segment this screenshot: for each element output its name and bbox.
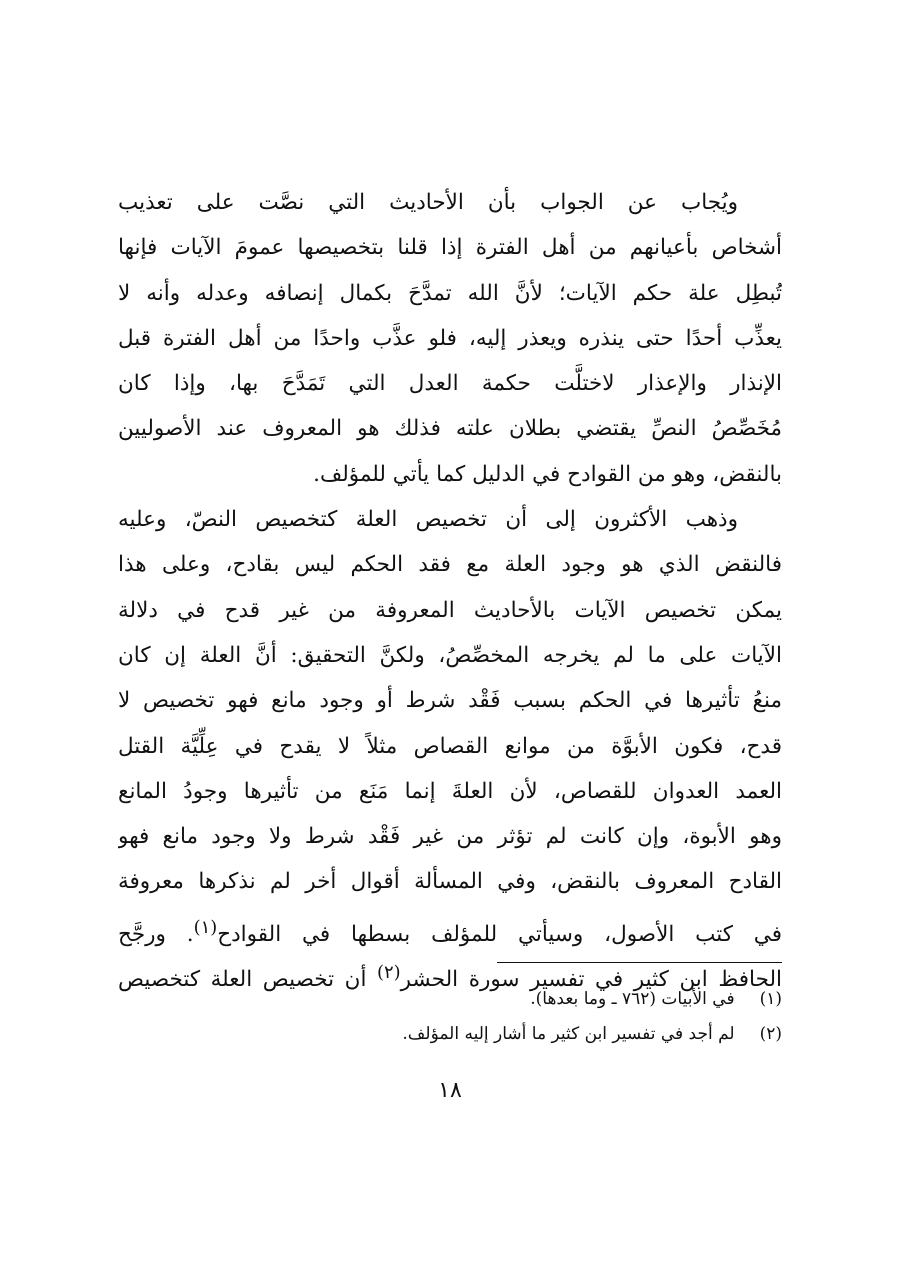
text-line-14: العمد العدوان للقصاص، لأن العلةَ إنما مَنَع من تأثيرها وجودُ المانع [118, 778, 782, 804]
text-line-15: وهو الأبوة، وإن كانت لم تؤثر من غير فَقْد شرط ولا وجود مانع فهو [118, 824, 782, 850]
text-line-7: بالنقض، وهو من القوادح في الدليل كما يأتي للمؤلف. [313, 461, 782, 487]
footnote-ref-2[interactable]: (٢) [377, 962, 401, 984]
footnote-1-text: في الأبيات (٧٦٢ ـ وما بعدها). [530, 989, 735, 1009]
footnote-2-text: لم أجد في تفسير ابن كثير ما أشار إليه المؤلف. [402, 1024, 735, 1044]
footnote-2-number: (٢) [759, 1024, 782, 1044]
text-line-11: الآيات على ما لم يخرجه المخصِّصُ، ولكنَّ التحقيق: أنَّ العلة إن كان [118, 642, 782, 668]
text-line-8: وذهب الأكثرون إلى أن تخصيص العلة كتخصيص النصّ، وعليه [118, 507, 738, 533]
text-line-3: تُبطِل علة حكم الآيات؛ لأنَّ الله تمدَّحَ بكمال إنصافه وعدله وأنه لا [118, 280, 782, 306]
text-line-6: مُخَصِّصُ النصِّ يقتضي بطلان علته فذلك هو المعروف عند الأصوليين [118, 416, 782, 442]
main-text [118, 180, 782, 995]
text-line-1: ويُجاب عن الجواب بأن الأحاديث التي نصَّت على تعذيب [118, 190, 738, 215]
page-number: ١٨ [438, 1078, 462, 1103]
text-line-13: قدح، فكون الأبوَّة من موانع القصاص مثلاً لا يقدح في عِلِّيَّة القتل [118, 733, 782, 759]
text-line-17-main: في كتب الأصول، وسيأتي للمؤلف بسطها في القوادح [217, 921, 782, 947]
footnote-1 [300, 982, 782, 1017]
text-line-12: منعُ تأثيرها في الحكم بسبب فَقْد شرط أو وجود مانع فهو تخصيص لا [118, 688, 782, 714]
footnote-1-number: (١) [759, 989, 782, 1009]
text-line-2: أشخاص بأعيانهم من أهل الفترة إذا قلنا بتخصيصها عمومَ الآيات فإنها [118, 235, 782, 261]
text-line-5: الإنذار والإعذار لاختلَّت حكمة العدل التي تَمَدَّحَ بها، وإذا كان [118, 371, 782, 397]
text-line-17 [118, 905, 782, 950]
text-line-18-start: الحافظ ابن كثير في تفسير سورة الحشر [400, 967, 782, 993]
footnotes [300, 982, 782, 1052]
text-line-18-end: أن تخصيص العلة كتخصيص [118, 967, 367, 993]
text-line-10: يمكن تخصيص الآيات بالأحاديث المعروفة من غير قدح في دلالة [118, 597, 782, 623]
text-line-17-tail: . ورجَّح [118, 921, 194, 947]
footnote-ref-1[interactable]: (١) [193, 916, 218, 938]
text-line-9: فالنقض الذي هو وجود العلة مع فقد الحكم ليس بقادح، وعلى هذا [118, 552, 782, 578]
footnote-divider [497, 962, 782, 963]
footnote-2 [300, 1017, 782, 1052]
text-line-16: القادح المعروف بالنقض، وفي المسألة أقوال أخر لم نذكرها معروفة [118, 869, 782, 895]
text-line-4: يعذِّب أحدًا حتى ينذره ويعذر إليه، فلو عذَّب واحدًا من أهل الفترة قبل [118, 325, 782, 351]
